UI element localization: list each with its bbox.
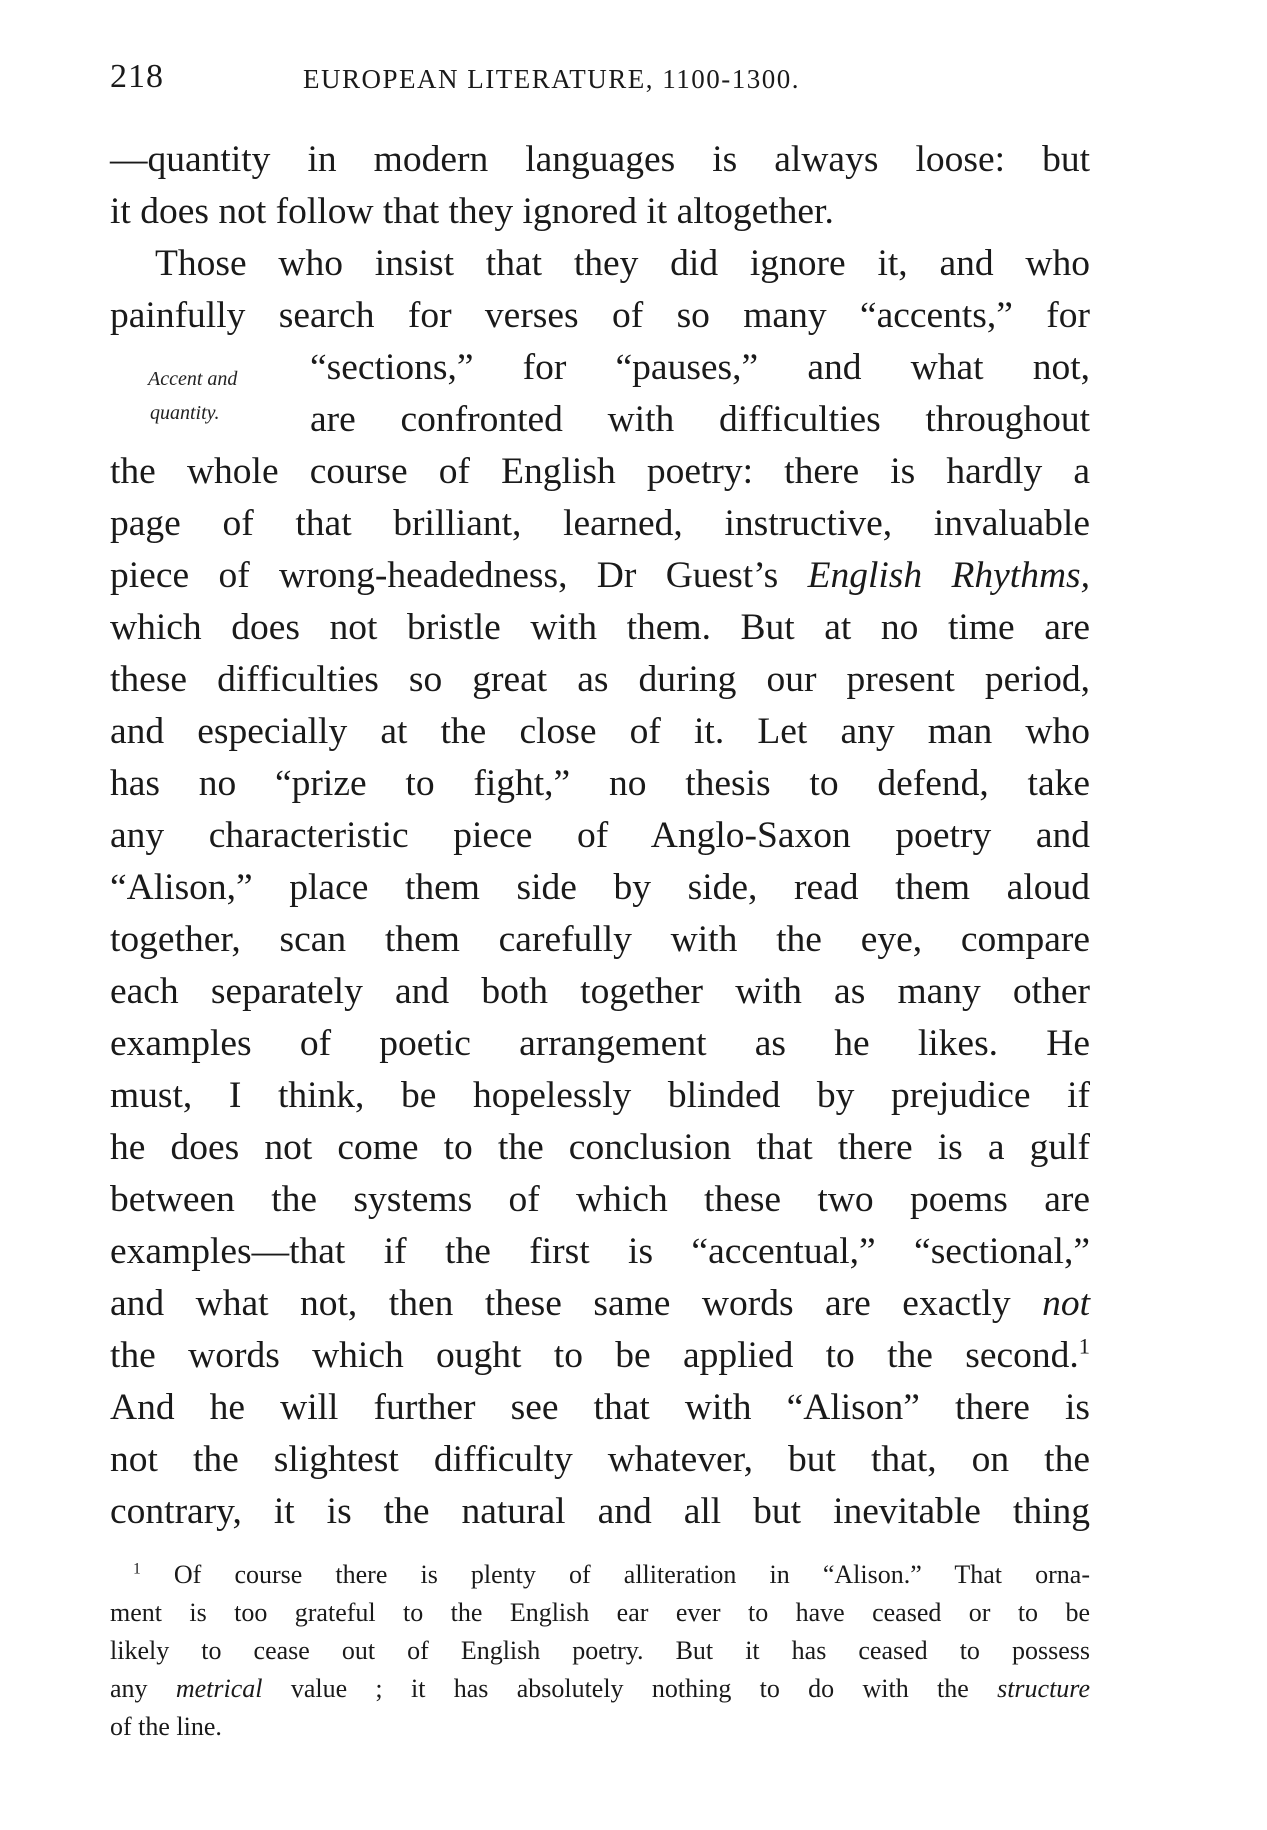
body-line: [110, 550, 1090, 602]
body-line: “sections,” for “pauses,” and what not,: [310, 347, 1090, 388]
body-line: each separately and both together with as many other: [110, 971, 1090, 1012]
body-line: “Alison,” place them side by side, read them aloud: [110, 867, 1090, 908]
body-line: together, scan them carefully with the eye, compare: [110, 919, 1090, 960]
body-line: he does not come to the conclusion that there is a gulf: [110, 1127, 1090, 1168]
body-text: and what not, then these same words are exactly: [110, 1283, 1043, 1324]
body-line: page of that brilliant, learned, instructive, invaluable: [110, 503, 1090, 544]
footnote-marker: 1: [133, 1560, 141, 1578]
margin-note-line: quantity.: [150, 402, 220, 424]
footnote-line: of the line.: [110, 1712, 222, 1741]
body-line: contrary, it is the natural and all but inevitable thing: [110, 1491, 1090, 1532]
body-line: any characteristic piece of Anglo-Saxon poetry and: [110, 815, 1090, 856]
footnote-line: [133, 1556, 1090, 1594]
body-line: —quantity in modern languages is always loose: but: [110, 139, 1090, 180]
body-line: must, I think, be hopelessly blinded by prejudice if: [110, 1075, 1090, 1116]
body-line: are confronted with difficulties throughout: [310, 399, 1090, 440]
running-head: EUROPEAN LITERATURE, 1100-1300.: [303, 64, 800, 94]
book-title: English Rhythms,: [807, 555, 1091, 596]
body-text: the words which ought to be applied to the second.: [110, 1335, 1079, 1376]
body-line: examples of poetic arrangement as he likes. He: [110, 1023, 1090, 1064]
body-line: the whole course of English poetry: there is hardly a: [110, 451, 1090, 492]
body-line: has no “prize to fight,” no thesis to defend, take: [110, 763, 1090, 804]
body-line: between the systems of which these two poems are: [110, 1179, 1090, 1220]
body-line: which does not bristle with them. But at no time are: [110, 607, 1090, 648]
body-line: And he will further see that with “Alison” there is: [110, 1387, 1090, 1428]
footnote-text: any: [110, 1674, 176, 1703]
body-line: these difficulties so great as during our present period,: [110, 659, 1090, 700]
body-line: not the slightest difficulty whatever, but that, on the: [110, 1439, 1090, 1480]
margin-note: [148, 366, 237, 426]
body-text: piece of wrong-headedness, Dr Guest’s: [110, 555, 808, 596]
body-line: and especially at the close of it. Let any man who: [110, 711, 1090, 752]
footnote-ref: 1: [1078, 1333, 1090, 1359]
footnote-line: [110, 1670, 1090, 1708]
footnote-emphasis: structure: [997, 1674, 1090, 1703]
body-line: it does not follow that they ignored it altogether.: [110, 191, 834, 232]
body-line: examples—that if the first is “accentual,” “sectional,”: [110, 1231, 1090, 1272]
footnote-text: value ; it has absolutely nothing to do with the: [262, 1674, 998, 1703]
page-number: 218: [110, 58, 164, 95]
margin-note-line: Accent and: [148, 368, 238, 390]
running-header: [110, 58, 1090, 98]
emphasis: not: [1042, 1283, 1090, 1324]
footnote-emphasis: metrical: [175, 1674, 263, 1703]
body-line: Those who insist that they did ignore it, and who: [155, 243, 1090, 284]
body-line: [110, 1278, 1090, 1330]
body-line: [110, 1330, 1090, 1382]
footnote-text: Of course there is plenty of alliteration in “Alison.” That orna-: [140, 1560, 1090, 1589]
footnote-line: ment is too grateful to the English ear ever to have ceased or to be: [110, 1598, 1090, 1627]
footnote-line: likely to cease out of English poetry. But it has ceased to possess: [110, 1636, 1090, 1665]
body-line: painfully search for verses of so many “accents,” for: [110, 295, 1090, 336]
